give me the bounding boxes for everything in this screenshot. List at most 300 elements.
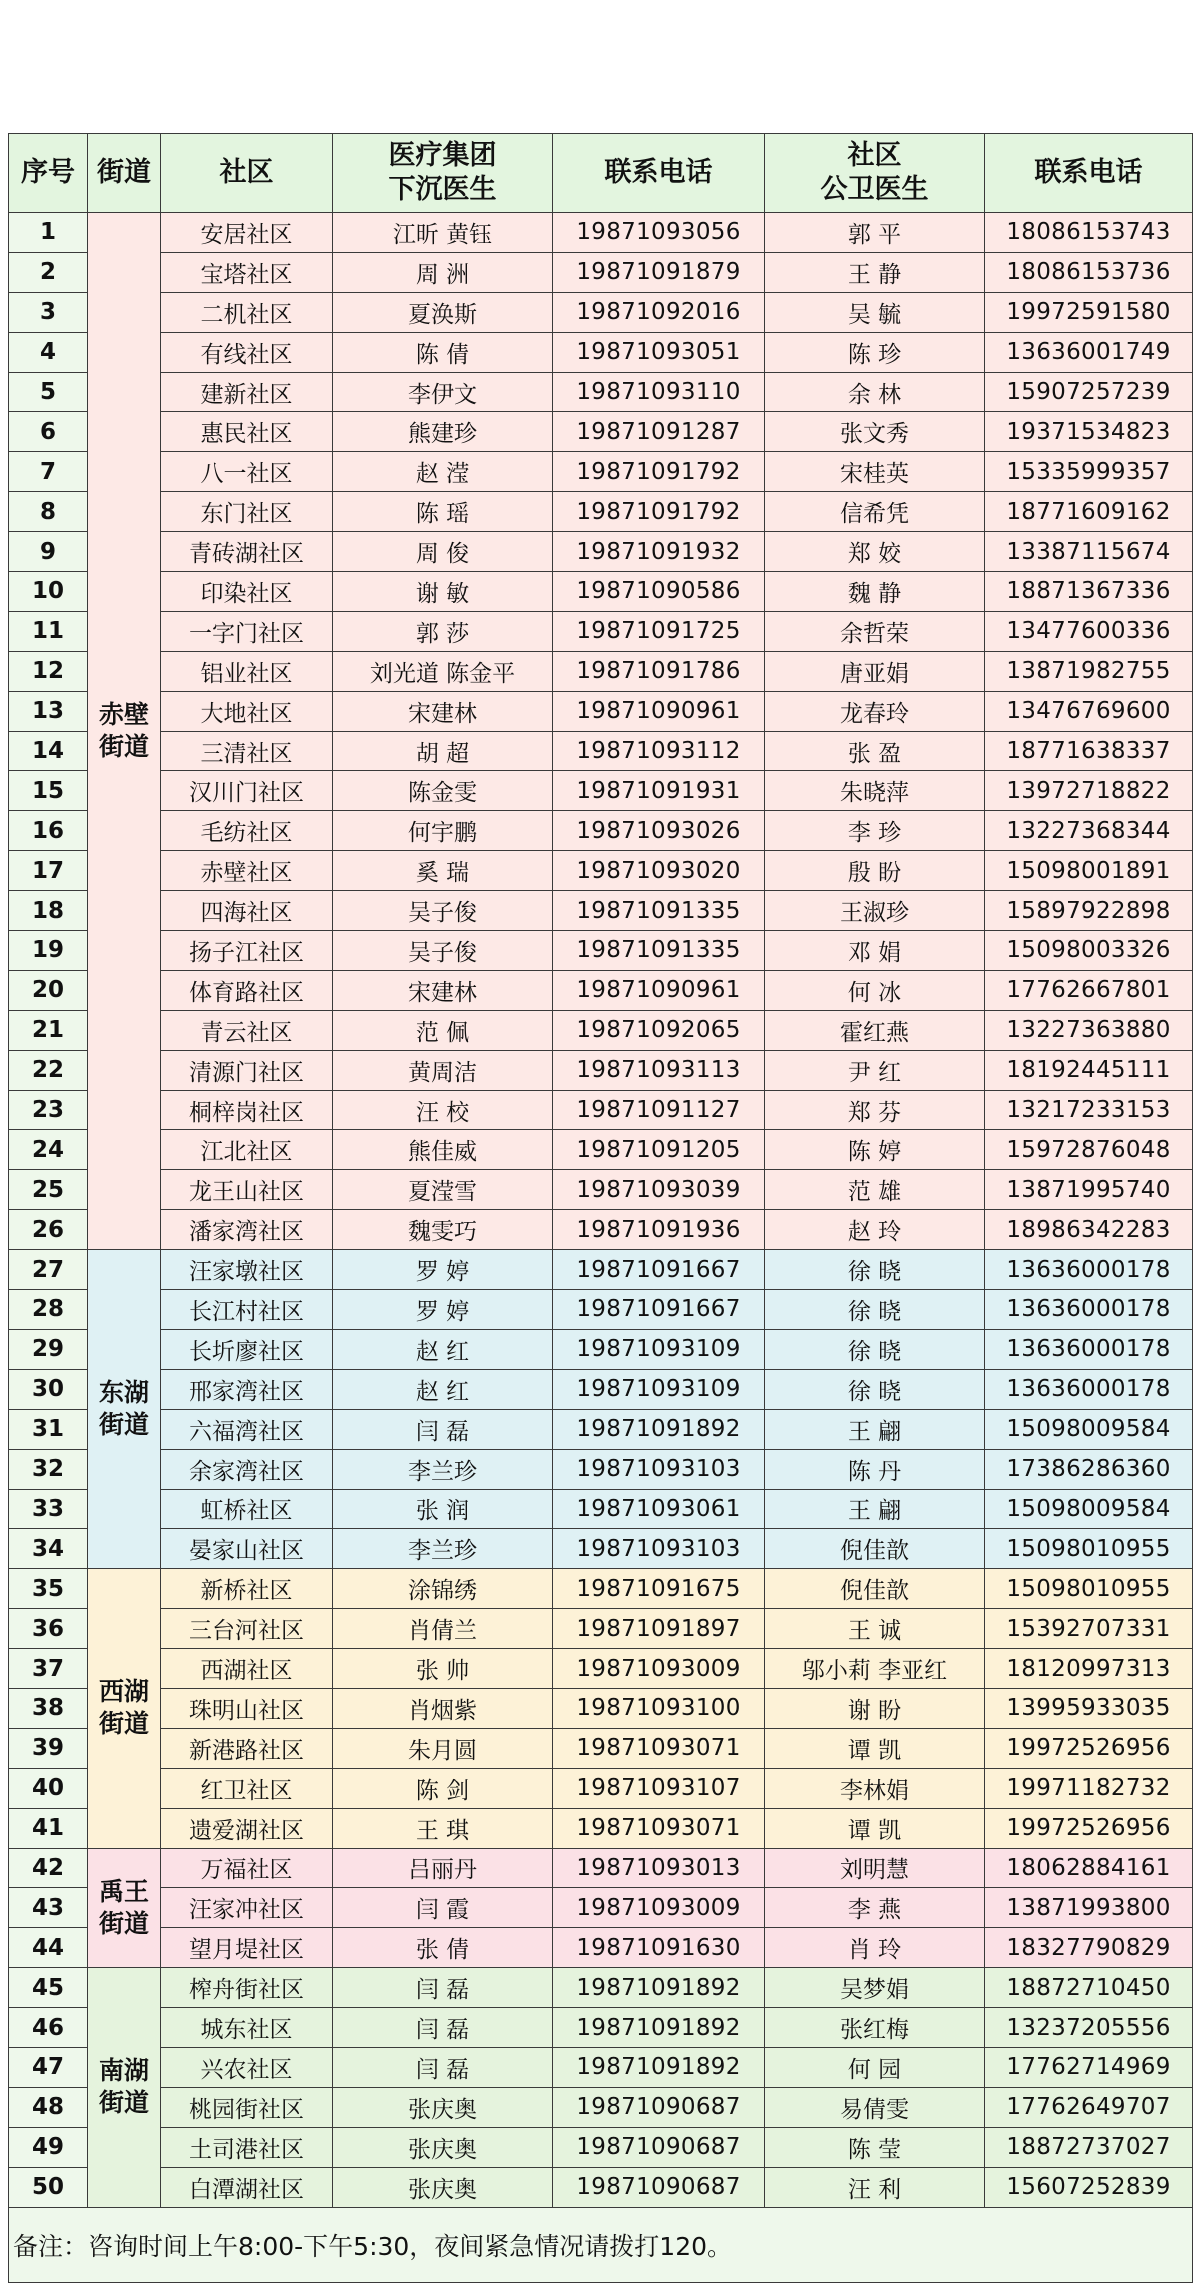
health-doctor: 王 翩 xyxy=(765,1409,985,1449)
health-phone: 18986342283 xyxy=(985,1210,1193,1250)
group-doctor: 陈 剑 xyxy=(333,1768,553,1808)
community-name: 青云社区 xyxy=(161,1010,333,1050)
row-index: 42 xyxy=(9,1848,88,1888)
health-doctor: 何 园 xyxy=(765,2047,985,2087)
row-index: 2 xyxy=(9,252,88,292)
community-name: 城东社区 xyxy=(161,2008,333,2048)
row-index: 50 xyxy=(9,2167,88,2207)
group-doctor: 何宇鹏 xyxy=(333,811,553,851)
row-index: 5 xyxy=(9,372,88,412)
header-phone1: 联系电话 xyxy=(553,134,765,213)
health-doctor: 龙春玲 xyxy=(765,691,985,731)
health-phone: 13477600336 xyxy=(985,611,1193,651)
health-doctor: 肖 玲 xyxy=(765,1928,985,1968)
row-index: 19 xyxy=(9,931,88,971)
row-index: 15 xyxy=(9,771,88,811)
row-index: 39 xyxy=(9,1728,88,1768)
row-index: 26 xyxy=(9,1210,88,1250)
health-phone: 17762667801 xyxy=(985,970,1193,1010)
table-row xyxy=(9,1649,1193,1689)
table-row xyxy=(9,1688,1193,1728)
doctor-phone: 19871093071 xyxy=(553,1808,765,1848)
row-index: 30 xyxy=(9,1369,88,1409)
community-name: 桃园街社区 xyxy=(161,2087,333,2127)
community-name: 望月堤社区 xyxy=(161,1928,333,1968)
health-doctor: 尹 红 xyxy=(765,1050,985,1090)
doctor-phone: 19871090687 xyxy=(553,2087,765,2127)
health-doctor: 信希凭 xyxy=(765,492,985,532)
table-row xyxy=(9,1130,1193,1170)
community-name: 桐梓岗社区 xyxy=(161,1090,333,1130)
group-doctor: 王 琪 xyxy=(333,1808,553,1848)
row-index: 29 xyxy=(9,1329,88,1369)
doctor-phone: 19871091792 xyxy=(553,452,765,492)
header-doctor xyxy=(333,134,553,213)
row-index: 4 xyxy=(9,332,88,372)
community-name: 有线社区 xyxy=(161,332,333,372)
community-name: 余家湾社区 xyxy=(161,1449,333,1489)
group-doctor: 汪 校 xyxy=(333,1090,553,1130)
community-name: 大地社区 xyxy=(161,691,333,731)
health-doctor: 王淑珍 xyxy=(765,891,985,931)
row-index: 32 xyxy=(9,1449,88,1489)
health-phone: 18086153743 xyxy=(985,213,1193,253)
group-doctor: 周 洲 xyxy=(333,252,553,292)
group-doctor: 肖烟紫 xyxy=(333,1688,553,1728)
health-doctor: 谭 凯 xyxy=(765,1808,985,1848)
doctor-phone: 19871091892 xyxy=(553,2047,765,2087)
group-doctor: 赵 滢 xyxy=(333,452,553,492)
community-name: 建新社区 xyxy=(161,372,333,412)
row-index: 35 xyxy=(9,1569,88,1609)
table-row xyxy=(9,1848,1193,1888)
group-doctor: 李伊文 xyxy=(333,372,553,412)
health-doctor: 刘明慧 xyxy=(765,1848,985,1888)
table-row xyxy=(9,1768,1193,1808)
group-doctor: 刘光道 陈金平 xyxy=(333,651,553,691)
health-phone: 18192445111 xyxy=(985,1050,1193,1090)
health-phone: 13476769600 xyxy=(985,691,1193,731)
doctor-phone: 19871093020 xyxy=(553,851,765,891)
group-doctor: 周 俊 xyxy=(333,532,553,572)
health-phone: 19972526956 xyxy=(985,1808,1193,1848)
row-index: 22 xyxy=(9,1050,88,1090)
group-doctor: 闫 磊 xyxy=(333,1409,553,1449)
health-doctor: 谢 盼 xyxy=(765,1688,985,1728)
group-doctor: 熊建珍 xyxy=(333,412,553,452)
table-row xyxy=(9,2008,1193,2048)
row-index: 3 xyxy=(9,292,88,332)
row-index: 8 xyxy=(9,492,88,532)
row-index: 10 xyxy=(9,572,88,612)
table-row xyxy=(9,452,1193,492)
community-name: 新桥社区 xyxy=(161,1569,333,1609)
health-phone: 15098010955 xyxy=(985,1529,1193,1569)
doctor-phone: 19871091892 xyxy=(553,1968,765,2008)
health-phone: 15897922898 xyxy=(985,891,1193,931)
header-health-line1: 社区 xyxy=(847,140,902,171)
health-phone: 15098010955 xyxy=(985,1569,1193,1609)
table-row xyxy=(9,2167,1193,2207)
health-doctor: 李 燕 xyxy=(765,1888,985,1928)
doctor-phone: 19871093110 xyxy=(553,372,765,412)
community-name: 长圻廖社区 xyxy=(161,1329,333,1369)
health-phone: 15098009584 xyxy=(985,1409,1193,1449)
community-name: 宝塔社区 xyxy=(161,252,333,292)
health-phone: 13636000178 xyxy=(985,1290,1193,1330)
community-name: 清源门社区 xyxy=(161,1050,333,1090)
health-doctor: 谭 凯 xyxy=(765,1728,985,1768)
health-phone: 18771609162 xyxy=(985,492,1193,532)
health-doctor: 殷 盼 xyxy=(765,851,985,891)
table-row xyxy=(9,651,1193,691)
doctor-phone: 19871092016 xyxy=(553,292,765,332)
row-index: 47 xyxy=(9,2047,88,2087)
health-phone: 15098001891 xyxy=(985,851,1193,891)
row-index: 7 xyxy=(9,452,88,492)
row-index: 6 xyxy=(9,412,88,452)
note-text: 备注：咨询时间上午8:00-下午5:30，夜间紧急情况请拨打120。 xyxy=(9,2207,1193,2282)
health-doctor: 邓 娟 xyxy=(765,931,985,971)
doctor-phone: 19871093061 xyxy=(553,1489,765,1529)
group-doctor: 闫 磊 xyxy=(333,2008,553,2048)
health-doctor: 陈 丹 xyxy=(765,1449,985,1489)
row-index: 33 xyxy=(9,1489,88,1529)
group-doctor: 张庆奥 xyxy=(333,2127,553,2167)
group-doctor: 奚 瑞 xyxy=(333,851,553,891)
table-row xyxy=(9,213,1193,253)
doctor-phone: 19871093107 xyxy=(553,1768,765,1808)
community-name: 邢家湾社区 xyxy=(161,1369,333,1409)
doctor-phone: 19871091127 xyxy=(553,1090,765,1130)
community-name: 白潭湖社区 xyxy=(161,2167,333,2207)
health-phone: 19972591580 xyxy=(985,292,1193,332)
table-row xyxy=(9,372,1193,412)
community-name: 虹桥社区 xyxy=(161,1489,333,1529)
community-name: 江北社区 xyxy=(161,1130,333,1170)
row-index: 48 xyxy=(9,2087,88,2127)
doctor-phone: 19871091335 xyxy=(553,931,765,971)
health-phone: 13217233153 xyxy=(985,1090,1193,1130)
community-name: 青砖湖社区 xyxy=(161,532,333,572)
group-doctor: 吴子俊 xyxy=(333,891,553,931)
doctor-phone: 19871093109 xyxy=(553,1369,765,1409)
health-doctor: 倪佳歆 xyxy=(765,1529,985,1569)
health-phone: 13871995740 xyxy=(985,1170,1193,1210)
community-name: 扬子江社区 xyxy=(161,931,333,971)
doctor-phone: 19871091335 xyxy=(553,891,765,931)
community-name: 新港路社区 xyxy=(161,1728,333,1768)
doctor-phone: 19871091932 xyxy=(553,532,765,572)
header-row xyxy=(9,134,1193,213)
table-row xyxy=(9,611,1193,651)
health-phone: 19971182732 xyxy=(985,1768,1193,1808)
health-phone: 13636000178 xyxy=(985,1250,1193,1290)
doctor-phone: 19871093112 xyxy=(553,731,765,771)
street-name: 东湖 街道 xyxy=(88,1250,161,1569)
header-idx: 序号 xyxy=(9,134,88,213)
health-doctor: 郭 平 xyxy=(765,213,985,253)
row-index: 46 xyxy=(9,2008,88,2048)
group-doctor: 朱月圆 xyxy=(333,1728,553,1768)
health-doctor: 魏 静 xyxy=(765,572,985,612)
row-index: 14 xyxy=(9,731,88,771)
group-doctor: 张 帅 xyxy=(333,1649,553,1689)
doctor-phone: 19871091725 xyxy=(553,611,765,651)
table-row xyxy=(9,1210,1193,1250)
health-phone: 13972718822 xyxy=(985,771,1193,811)
group-doctor: 熊佳威 xyxy=(333,1130,553,1170)
group-doctor: 谢 敏 xyxy=(333,572,553,612)
community-name: 遗爱湖社区 xyxy=(161,1808,333,1848)
health-doctor: 郑 姣 xyxy=(765,532,985,572)
doctor-phone: 19871093013 xyxy=(553,1848,765,1888)
table-row xyxy=(9,1329,1193,1369)
doctor-phone: 19871091892 xyxy=(553,1409,765,1449)
health-phone: 18871367336 xyxy=(985,572,1193,612)
group-doctor: 陈 倩 xyxy=(333,332,553,372)
group-doctor: 张庆奥 xyxy=(333,2087,553,2127)
table-row xyxy=(9,1968,1193,2008)
health-phone: 18327790829 xyxy=(985,1928,1193,1968)
table-row xyxy=(9,1369,1193,1409)
community-name: 晏家山社区 xyxy=(161,1529,333,1569)
table-row xyxy=(9,931,1193,971)
street-name: 西湖 街道 xyxy=(88,1569,161,1848)
group-doctor: 李兰珍 xyxy=(333,1529,553,1569)
health-phone: 13387115674 xyxy=(985,532,1193,572)
group-doctor: 李兰珍 xyxy=(333,1449,553,1489)
health-doctor: 何 冰 xyxy=(765,970,985,1010)
doctor-contact-table xyxy=(8,133,1193,2283)
group-doctor: 闫 磊 xyxy=(333,2047,553,2087)
doctor-phone: 19871093026 xyxy=(553,811,765,851)
health-doctor: 李 珍 xyxy=(765,811,985,851)
doctor-phone: 19871091792 xyxy=(553,492,765,532)
doctor-phone: 19871091287 xyxy=(553,412,765,452)
health-doctor: 王 翩 xyxy=(765,1489,985,1529)
row-index: 27 xyxy=(9,1250,88,1290)
community-name: 安居社区 xyxy=(161,213,333,253)
health-doctor: 徐 晓 xyxy=(765,1369,985,1409)
health-phone: 13237205556 xyxy=(985,2008,1193,2048)
row-index: 16 xyxy=(9,811,88,851)
row-index: 43 xyxy=(9,1888,88,1928)
community-name: 三台河社区 xyxy=(161,1609,333,1649)
health-doctor: 徐 晓 xyxy=(765,1290,985,1330)
row-index: 18 xyxy=(9,891,88,931)
table-row xyxy=(9,731,1193,771)
group-doctor: 夏涣斯 xyxy=(333,292,553,332)
table-row xyxy=(9,572,1193,612)
health-doctor: 郑 芬 xyxy=(765,1090,985,1130)
group-doctor: 赵 红 xyxy=(333,1369,553,1409)
health-phone: 13227368344 xyxy=(985,811,1193,851)
health-doctor: 陈 婷 xyxy=(765,1130,985,1170)
health-phone: 13636000178 xyxy=(985,1329,1193,1369)
health-doctor: 吴 毓 xyxy=(765,292,985,332)
health-phone: 15392707331 xyxy=(985,1609,1193,1649)
community-name: 红卫社区 xyxy=(161,1768,333,1808)
doctor-phone: 19871091786 xyxy=(553,651,765,691)
table-row xyxy=(9,1728,1193,1768)
row-index: 12 xyxy=(9,651,88,691)
doctor-phone: 19871091667 xyxy=(553,1290,765,1330)
health-doctor: 朱晓萍 xyxy=(765,771,985,811)
health-phone: 15607252839 xyxy=(985,2167,1193,2207)
group-doctor: 陈 瑶 xyxy=(333,492,553,532)
community-name: 一字门社区 xyxy=(161,611,333,651)
health-phone: 17762649707 xyxy=(985,2087,1193,2127)
row-index: 44 xyxy=(9,1928,88,1968)
table-row xyxy=(9,1010,1193,1050)
doctor-phone: 19871091205 xyxy=(553,1130,765,1170)
group-doctor: 闫 霞 xyxy=(333,1888,553,1928)
health-phone: 15335999357 xyxy=(985,452,1193,492)
health-doctor: 霍红燕 xyxy=(765,1010,985,1050)
header-phone2: 联系电话 xyxy=(985,134,1193,213)
community-name: 三清社区 xyxy=(161,731,333,771)
health-doctor: 王 静 xyxy=(765,252,985,292)
row-index: 37 xyxy=(9,1649,88,1689)
table-row xyxy=(9,1290,1193,1330)
group-doctor: 张 倩 xyxy=(333,1928,553,1968)
group-doctor: 吴子俊 xyxy=(333,931,553,971)
doctor-phone: 19871093100 xyxy=(553,1688,765,1728)
street-name: 禹王 街道 xyxy=(88,1848,161,1968)
row-index: 49 xyxy=(9,2127,88,2167)
header-street: 街道 xyxy=(88,134,161,213)
doctor-phone: 19871091667 xyxy=(553,1250,765,1290)
health-phone: 15972876048 xyxy=(985,1130,1193,1170)
table-row xyxy=(9,332,1193,372)
doctor-phone: 19871093103 xyxy=(553,1449,765,1489)
community-name: 铝业社区 xyxy=(161,651,333,691)
table-row xyxy=(9,1050,1193,1090)
group-doctor: 宋建林 xyxy=(333,970,553,1010)
group-doctor: 郭 莎 xyxy=(333,611,553,651)
health-phone: 15098003326 xyxy=(985,931,1193,971)
table-row xyxy=(9,891,1193,931)
group-doctor: 张 润 xyxy=(333,1489,553,1529)
table-row xyxy=(9,1409,1193,1449)
community-name: 惠民社区 xyxy=(161,412,333,452)
health-doctor: 赵 玲 xyxy=(765,1210,985,1250)
header-health-doctor xyxy=(765,134,985,213)
row-index: 34 xyxy=(9,1529,88,1569)
group-doctor: 吕丽丹 xyxy=(333,1848,553,1888)
doctor-phone: 19871093103 xyxy=(553,1529,765,1569)
table-row xyxy=(9,970,1193,1010)
doctor-phone: 19871091936 xyxy=(553,1210,765,1250)
table-row xyxy=(9,771,1193,811)
health-doctor: 唐亚娟 xyxy=(765,651,985,691)
row-index: 25 xyxy=(9,1170,88,1210)
table-row xyxy=(9,2047,1193,2087)
doctor-phone: 19871090687 xyxy=(553,2167,765,2207)
doctor-phone: 19871091897 xyxy=(553,1609,765,1649)
table-row xyxy=(9,292,1193,332)
doctor-phone: 19871090961 xyxy=(553,691,765,731)
table-row xyxy=(9,1808,1193,1848)
doctor-phone: 19871093109 xyxy=(553,1329,765,1369)
row-index: 31 xyxy=(9,1409,88,1449)
doctor-phone: 19871093051 xyxy=(553,332,765,372)
community-name: 万福社区 xyxy=(161,1848,333,1888)
group-doctor: 陈金雯 xyxy=(333,771,553,811)
health-doctor: 易倩雯 xyxy=(765,2087,985,2127)
table-row xyxy=(9,1090,1193,1130)
doctor-phone: 19871092065 xyxy=(553,1010,765,1050)
health-phone: 18872737027 xyxy=(985,2127,1193,2167)
row-index: 20 xyxy=(9,970,88,1010)
group-doctor: 黄周洁 xyxy=(333,1050,553,1090)
health-doctor: 陈 莹 xyxy=(765,2127,985,2167)
group-doctor: 宋建林 xyxy=(333,691,553,731)
health-doctor: 王 诚 xyxy=(765,1609,985,1649)
health-phone: 18062884161 xyxy=(985,1848,1193,1888)
community-name: 毛纺社区 xyxy=(161,811,333,851)
community-name: 汪家冲社区 xyxy=(161,1888,333,1928)
row-index: 1 xyxy=(9,213,88,253)
doctor-phone: 19871093009 xyxy=(553,1888,765,1928)
table-body xyxy=(9,213,1193,2208)
community-name: 兴农社区 xyxy=(161,2047,333,2087)
health-phone: 18086153736 xyxy=(985,252,1193,292)
community-name: 龙王山社区 xyxy=(161,1170,333,1210)
community-name: 印染社区 xyxy=(161,572,333,612)
table-row xyxy=(9,1250,1193,1290)
health-phone: 19371534823 xyxy=(985,412,1193,452)
health-phone: 17386286360 xyxy=(985,1449,1193,1489)
health-phone: 13227363880 xyxy=(985,1010,1193,1050)
street-name: 赤壁 街道 xyxy=(88,213,161,1250)
health-doctor: 徐 晓 xyxy=(765,1329,985,1369)
row-index: 17 xyxy=(9,851,88,891)
row-index: 41 xyxy=(9,1808,88,1848)
group-doctor: 肖倩兰 xyxy=(333,1609,553,1649)
row-index: 36 xyxy=(9,1609,88,1649)
table-row xyxy=(9,1609,1193,1649)
health-doctor: 余哲荣 xyxy=(765,611,985,651)
header-health-line2: 公卫医生 xyxy=(820,174,929,205)
table-row xyxy=(9,1888,1193,1928)
row-index: 11 xyxy=(9,611,88,651)
health-phone: 13995933035 xyxy=(985,1688,1193,1728)
header-doctor-line2: 下沉医生 xyxy=(388,174,497,205)
header-doctor-line1: 医疗集团 xyxy=(388,140,497,171)
health-doctor: 徐 晓 xyxy=(765,1250,985,1290)
header-community: 社区 xyxy=(161,134,333,213)
table-row xyxy=(9,1569,1193,1609)
row-index: 28 xyxy=(9,1290,88,1330)
table-row xyxy=(9,811,1193,851)
health-phone: 18872710450 xyxy=(985,1968,1193,2008)
contact-table-container xyxy=(8,133,1192,2283)
community-name: 珠明山社区 xyxy=(161,1688,333,1728)
row-index: 23 xyxy=(9,1090,88,1130)
health-phone: 19972526956 xyxy=(985,1728,1193,1768)
health-doctor: 张红梅 xyxy=(765,2008,985,2048)
note-row xyxy=(9,2207,1193,2282)
table-row xyxy=(9,1449,1193,1489)
row-index: 24 xyxy=(9,1130,88,1170)
group-doctor: 魏雯巧 xyxy=(333,1210,553,1250)
street-name: 南湖 街道 xyxy=(88,1968,161,2207)
health-phone: 13636001749 xyxy=(985,332,1193,372)
group-doctor: 赵 红 xyxy=(333,1329,553,1369)
row-index: 21 xyxy=(9,1010,88,1050)
